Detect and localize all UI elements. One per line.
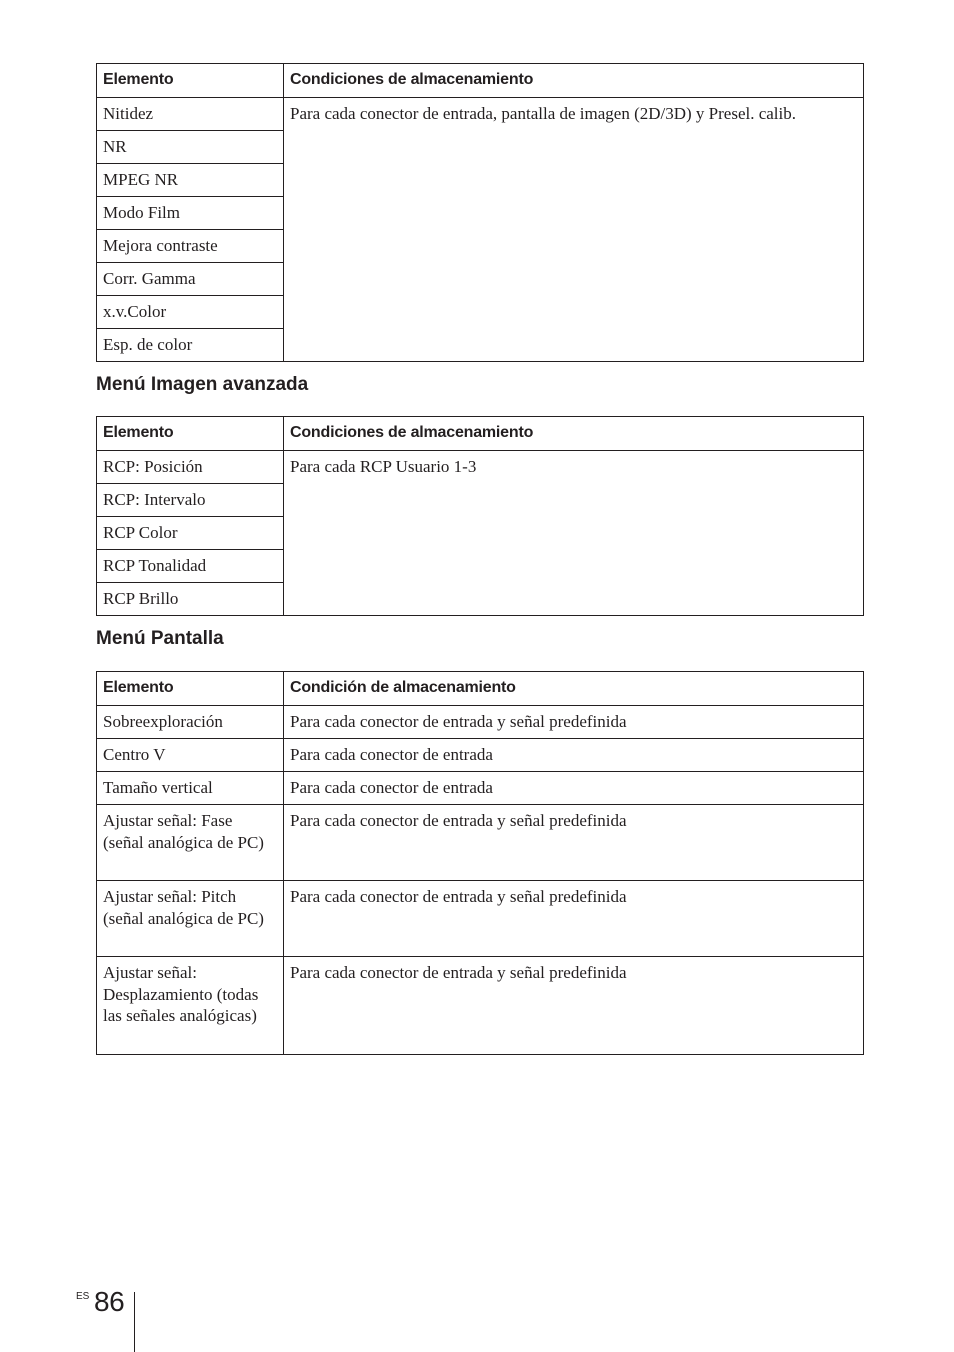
item-cell: Modo Film [97, 197, 284, 230]
condition-cell: Para cada conector de entrada y señal predefinida [284, 881, 864, 957]
header-condiciones: Condiciones de almacenamiento [284, 417, 864, 451]
item-cell: Ajustar señal: Pitch (señal analógica de PC) [97, 881, 284, 957]
item-cell: RCP Color [97, 517, 284, 550]
item-cell: RCP: Intervalo [97, 484, 284, 517]
item-cell: Tamaño vertical [97, 772, 284, 805]
condition-cell: Para cada conector de entrada y señal predefinida [284, 805, 864, 881]
item-cell: RCP Brillo [97, 583, 284, 616]
item-cell: RCP: Posición [97, 451, 284, 484]
item-cell: NR [97, 131, 284, 164]
condition-cell: Para cada conector de entrada, pantalla de imagen (2D/3D) y Presel. calib. [284, 98, 864, 362]
item-cell: RCP Tonalidad [97, 550, 284, 583]
section-title-imagen-avanzada: Menú Imagen avanzada [96, 374, 309, 395]
table-row [97, 98, 864, 131]
table-header-row [97, 417, 864, 451]
section-title-pantalla: Menú Pantalla [96, 628, 224, 649]
item-cell: Nitidez [97, 98, 284, 131]
table-row [97, 805, 864, 881]
item-cell: Sobreexploración [97, 706, 284, 739]
table-header-row [97, 64, 864, 98]
page-number: 86 [94, 1286, 125, 1317]
footer-divider [134, 1292, 135, 1352]
table-row [97, 881, 864, 957]
item-cell: Esp. de color [97, 329, 284, 362]
table-header-row [97, 672, 864, 706]
settings-table-pantalla [96, 671, 864, 1055]
item-cell: Mejora contraste [97, 230, 284, 263]
table-row [97, 739, 864, 772]
condition-cell: Para cada conector de entrada [284, 772, 864, 805]
condition-cell: Para cada conector de entrada y señal predefinida [284, 706, 864, 739]
item-cell: x.v.Color [97, 296, 284, 329]
item-cell: MPEG NR [97, 164, 284, 197]
header-elemento: Elemento [97, 417, 284, 451]
item-cell: Centro V [97, 739, 284, 772]
header-elemento: Elemento [97, 672, 284, 706]
item-cell: Corr. Gamma [97, 263, 284, 296]
condition-cell: Para cada RCP Usuario 1-3 [284, 451, 864, 616]
header-elemento: Elemento [97, 64, 284, 98]
settings-table-imagen-avanzada [96, 416, 864, 616]
item-cell: Ajustar señal: Fase (señal analógica de PC) [97, 805, 284, 881]
condition-cell: Para cada conector de entrada [284, 739, 864, 772]
header-condicion: Condición de almacenamiento [284, 672, 864, 706]
language-code: ES [76, 1291, 90, 1302]
header-condiciones: Condiciones de almacenamiento [284, 64, 864, 98]
table-row [97, 772, 864, 805]
condition-cell: Para cada conector de entrada y señal predefinida [284, 957, 864, 1055]
table-row [97, 706, 864, 739]
table-row [97, 451, 864, 484]
settings-table-image [96, 63, 864, 362]
table-row [97, 957, 864, 1055]
item-cell: Ajustar señal: Desplazamiento (todas las señales analógicas) [97, 957, 284, 1055]
